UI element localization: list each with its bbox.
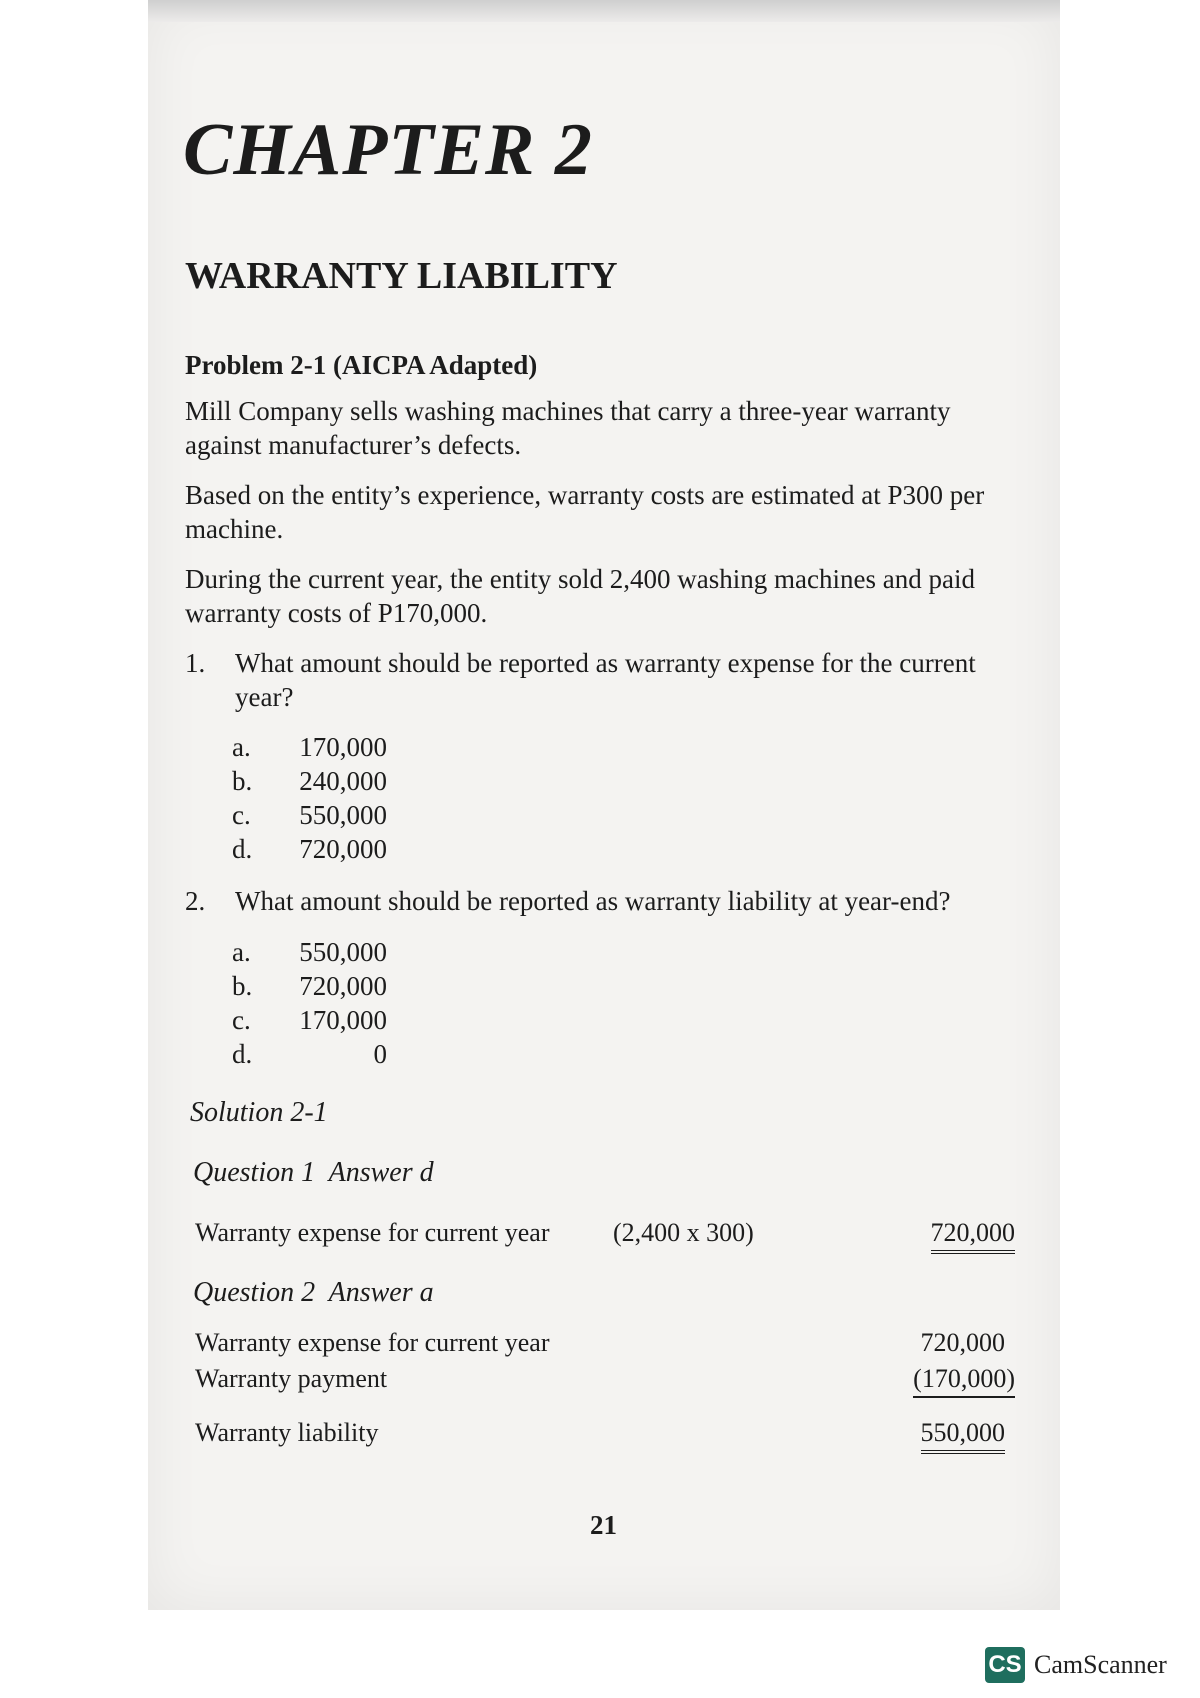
question-1-options	[232, 730, 387, 866]
page-number: 21	[590, 1510, 617, 1540]
question-2-options	[232, 935, 387, 1071]
line-label: Warranty expense for current year	[195, 1218, 550, 1247]
line-label: Warranty payment	[195, 1364, 388, 1393]
scan-top-edge	[148, 0, 1060, 22]
line-amount: 720,000	[920, 1328, 1005, 1357]
option: d. 0	[232, 1039, 387, 1069]
question-text: What amount should be reported as warranty liability at year-end?	[235, 886, 951, 916]
solution-q1-heading: Question 1 Answer d	[193, 1157, 434, 1188]
question-text: What amount should be reported as warranty expense for the current year?	[235, 648, 976, 712]
question-number: 1.	[185, 648, 206, 678]
problem-title: Problem 2-1 (AICPA Adapted)	[185, 350, 538, 380]
camscanner-name: CamScanner	[1034, 1650, 1167, 1679]
solution-title: Solution 2-1	[190, 1097, 328, 1128]
question-number: 2.	[185, 886, 206, 916]
problem-paragraph: During the current year, the entity sold 2,400 washing machines and paid warranty costs of P170,000.	[185, 564, 975, 628]
solution-q2-heading: Question 2 Answer a	[193, 1277, 434, 1308]
option: b. 240,000	[232, 766, 387, 796]
problem-paragraph: Based on the entity’s experience, warranty costs are estimated at P300 per machine.	[185, 480, 985, 544]
problem-paragraph: Mill Company sells washing machines that carry a three-year warranty against manufacturer’s defects.	[185, 396, 951, 460]
solution-q2-row	[195, 1364, 1015, 1398]
total-label: Warranty liability	[195, 1418, 379, 1447]
line-amount: (170,000)	[913, 1364, 1015, 1398]
option: c. 170,000	[232, 1005, 387, 1035]
total-amount: 550,000	[921, 1418, 1006, 1454]
solution-q2-total	[195, 1418, 1015, 1452]
solution-q2-row	[195, 1328, 1015, 1362]
option: c. 550,000	[232, 800, 387, 830]
option: a. 550,000	[232, 937, 387, 967]
camscanner-logo: CS	[985, 1647, 1025, 1683]
line-amount: 720,000	[931, 1218, 1016, 1254]
line-calculation: (2,400 x 300)	[613, 1218, 754, 1247]
option: d. 720,000	[232, 834, 387, 864]
chapter-title: CHAPTER 2	[183, 109, 593, 191]
solution-q1-row	[195, 1218, 1015, 1252]
option: a. 170,000	[232, 732, 387, 762]
line-label: Warranty expense for current year	[195, 1328, 550, 1357]
option: b. 720,000	[232, 971, 387, 1001]
chapter-subject: WARRANTY LIABILITY	[185, 255, 618, 297]
